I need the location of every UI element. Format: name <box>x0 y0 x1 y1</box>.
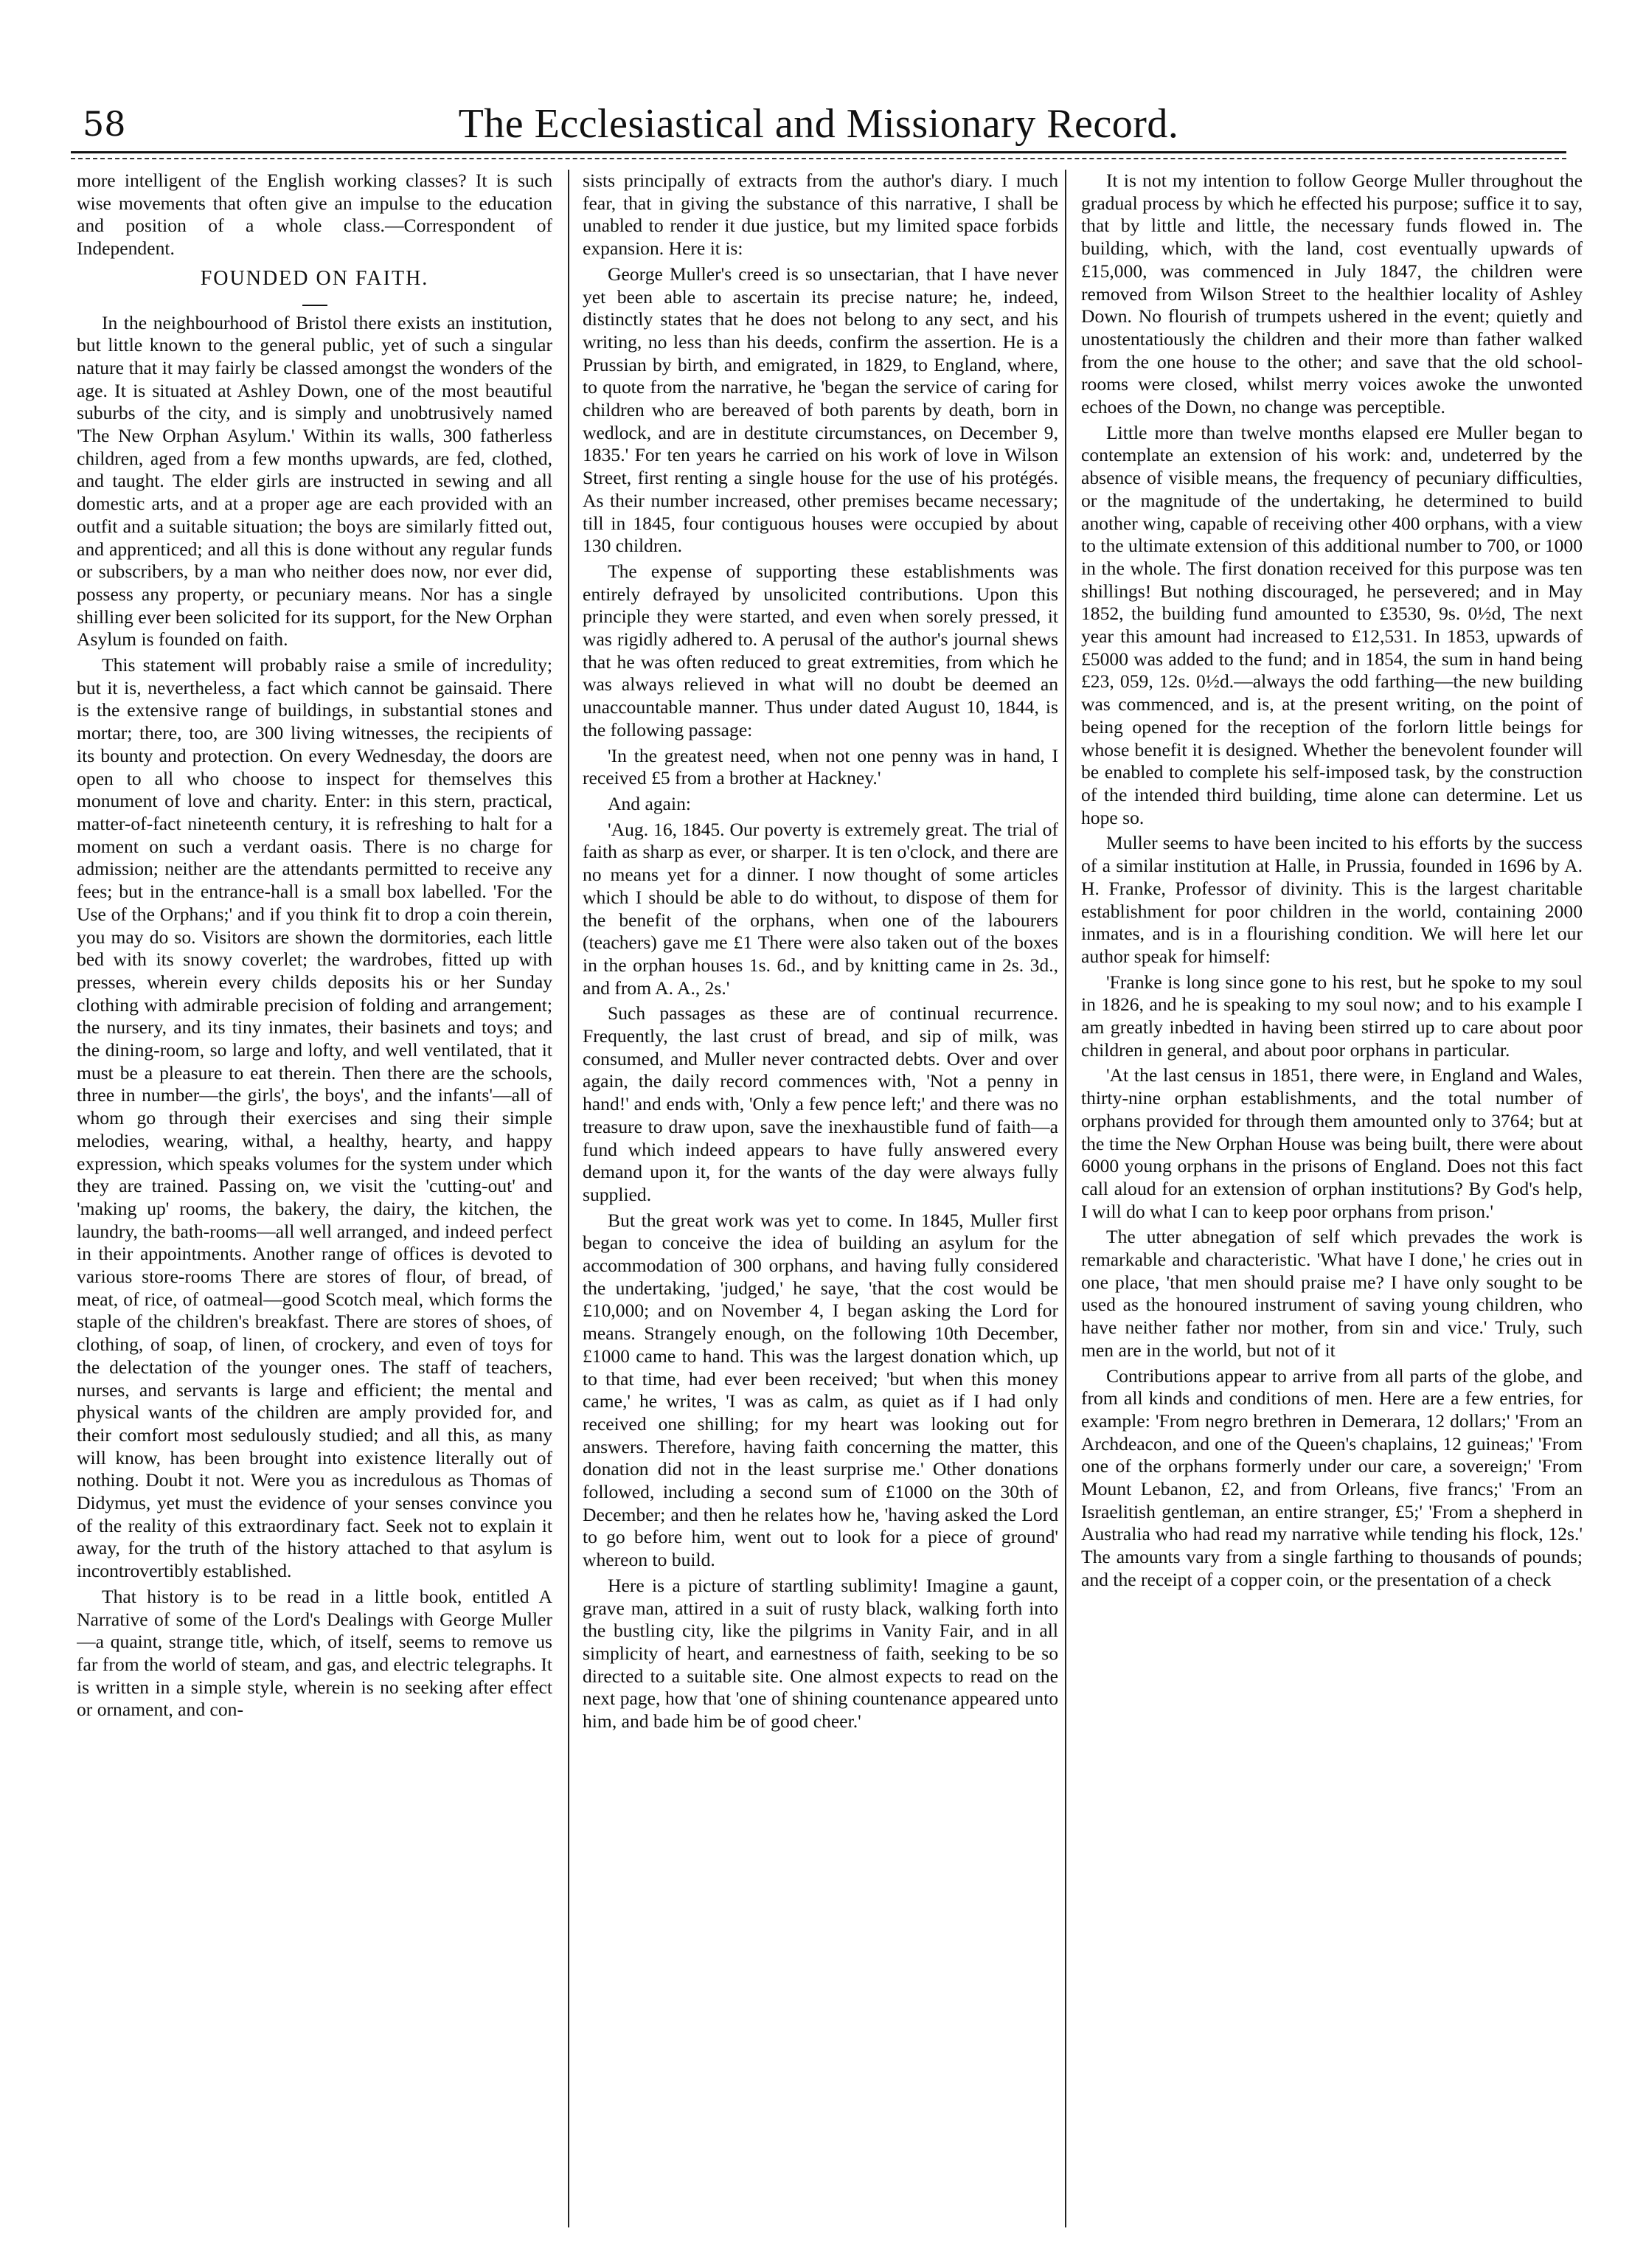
paragraph: Contributions appear to arrive from all parts of the globe, and from all kinds and conditions of men. Here are a few entries, for example: 'From negro brethren in Demerara, 12 dollars;' 'From an Archdeacon, and one of the Queen's chaplains, 12 guineas;' 'From one of the orphans formerly under our care, a sovereign;' 'From Mount Lebanon, £2, and from Orleans, five francs;' 'From an Israelitish gentleman, an entire stranger, £5;' 'From a shepherd in Australia who had read my narrative while tending his flock, 12s.' The amounts vary from a single farthing to thousands of pounds; and the receipt of a copper coin, or the presentation of a check <box>1081 1364 1583 1590</box>
article-heading: FOUNDED ON FAITH. <box>200 266 429 290</box>
paragraph: It is not my intention to follow George Muller throughout the gradual process by which he effected his purpose; suffice it to say, that by little and little, the necessary funds flowed in. The building, which, with the land, cost eventually upwards of £15,000, was commenced in July 1847, the children were removed from Wilson Street to the healthier locality of Ashley Down. No flourish of trumpets ushered in the event; quietly and unostentatiously the children and their more than father walked from the one house to the other; and save that the old school-rooms were closed, whilst merry voices awoke the unwonted echoes of the Down, no change was perceptible. <box>1081 170 1583 418</box>
paragraph: 'In the greatest need, when not one penny was in hand, I received £5 from a brother at Hackney.' <box>583 744 1058 789</box>
paragraph: Little more than twelve months elapsed ere Muller began to contemplate an extension of his work: and, undeterred by the absence of visible means, the frequency of pecuniary difficulties, or the magnitude of the undertaking, he determined to build another wing, capable of receiving other 400 orphans, with a view to the ultimate extension of this additional number to 700, or 1000 in the whole. The first donation received for this purpose was ten shillings! But nothing discouraged, he persevered; and in May 1852, the building fund amounted to £3530, 9s. 0½d, The next year this amount had increased to £12,531. In 1853, upwards of £5000 was added to the fund; and in 1854, the sum in hand being £23, 059, 12s. 0½d.—always the odd farthing—the new building was commenced, and is, at the present writing, on the point of being opened for the reception of the forlorn little beings for whose benefit it is designed. Whether the benevolent founder will be enabled to complete his self-imposed task, by the construction of the intended third building, time alone can determine. Let us hope so. <box>1081 421 1583 828</box>
column-1 <box>77 170 552 2227</box>
column-divider <box>568 170 569 2227</box>
paragraph: In the neighbourhood of Bristol there exists an institution, but little known to the general public, yet of such a singular nature that it may fairly be classed amongst the wonders of the age. It is situated at Ashley Down, one of the most beautiful suburbs of the city, and is simply and unobtrusively named 'The New Orphan Asylum.' Within its walls, 300 fatherless children, aged from a few months upwards, are fed, clothed, and taught. The elder girls are instructed in sewing and all domestic arts, and at a proper age are each provided with an outfit and a suitable situation; the boys are similarly fitted out, and apprenticed; and all this is done without any regular funds or subscribers, by a man who neither does now, nor ever did, possess any property, or pecuniary means. Nor has a single shilling ever been solicited for its support, for the New Orphan Asylum is founded on faith. <box>77 311 552 651</box>
paragraph: The utter abnegation of self which prevades the work is remarkable and characteristic. 'What have I done,' he cries out in one place, 'that men should praise me? I have only sought to be used as the honoured instrument of saving young children, who have neither father nor mother, from sin and vice.' Truly, such men are in the world, but not of it <box>1081 1226 1583 1361</box>
paragraph: 'Aug. 16, 1845. Our poverty is extremely great. The trial of faith as sharp as ever, or sharper. It is ten o'clock, and there are no means yet for a dinner. I now thought of some articles which I should be able to do without, to dispose of them for the benefit of the orphans, when one of the labourers (teachers) gave me £1 There were also taken out of the boxes in the orphan houses 1s. 6d., and by knitting came in 2s. 3d., and from A. A., 2s.' <box>583 818 1058 999</box>
paragraph: This statement will probably raise a smile of incredulity; but it is, nevertheless, a fact which cannot be gainsaid. There is the extensive range of buildings, in substantial stones and mortar; there, too, are 300 living witnesses, the recipients of its bounty and protection. On every Wednesday, the doors are open to all who choose to inspect for themselves this monument of love and charity. Enter: in this stern, practical, matter-of-fact nineteenth century, it is refreshing to halt for a moment on such a verdant oasis. There is no charge for admission; neither are the attendants permitted to receive any fees; but in the entrance-hall is a small box labelled. 'For the Use of the Orphans;' and if you think fit to drop a coin therein, you may do so. Visitors are shown the dormitories, each little bed with its snowy coverlet; the wardrobes, fitted up with presses, wherein every childs deposits his or her Sunday clothing with admirable precision of folding and arrangement; the nursery, and its tiny inmates, their basinets and toys; and the dining-room, so large and lofty, and well ventilated, that it must be a pleasure to eat therein. Then there are the schools, three in number—the girls', the boys', and the infants'—all of whom go through their exercises and sing their simple melodies, wearing, withal, a healthy, hearty, and happy expression, which speaks volumes for the system under which they are trained. Passing on, we visit the 'cutting-out' and 'making up' rooms, the bakery, the dairy, the kitchen, the laundry, the bath-rooms—all well arranged, and indeed perfect in their appointments. Another range of offices is devoted to various store-rooms There are stores of flour, of bread, of meat, of rice, of oatmeal—good Scotch meal, which forms the staple of the children's breakfast. There are stores of shoes, of clothing, of soap, of linen, of crockery, and even of toys for the delectation of the younger ones. The staff of teachers, nurses, and servants is large and efficient; the mental and physical wants of the children are amply provided for, and their comfort most sedulously studied; and all this, as many will know, has been brought into existence literally out of nothing. Doubt it not. Were you as incredulous as Thomas of Didymus, yet must the evidence of your senses convince you of the reality of this extraordinary fact. Seek not to explain it away, for the truth of the history attached to that asylum is incontrovertibly established. <box>77 654 552 1582</box>
page-header <box>71 102 1566 153</box>
column-2 <box>583 170 1058 2227</box>
paragraph: 'At the last census in 1851, there were, in England and Wales, thirty-nine orphan establishments, and the total number of orphans provided for through them amounted only to 3764; but at the time the New Orphan House was being built, there were about 6000 young orphans in the prisons of England. Does not this fact call aloud for an extension of orphan institutions? By God's help, I will do what I can to keep poor orphans from prison.' <box>1081 1064 1583 1222</box>
paragraph: That history is to be read in a little book, entitled A Narrative of some of the Lord's Dealings with George Muller—a quaint, strange title, which, of itself, seems to remove us far from the world of steam, and gas, and electric telegraphs. It is written in a simple style, wherein is no seeking after effect or ornament, and con- <box>77 1585 552 1721</box>
journal-title: The Ecclesiastical and Missionary Record. <box>458 101 1179 147</box>
header-rule-dashed <box>71 158 1566 159</box>
paragraph: Here is a picture of startling sublimity! Imagine a gaunt, grave man, attired in a suit of rusty black, walking forth into the bustling city, like the pilgrims in Vanity Fair, and in all simplicity of heart, and earnestness of faith, seeking to be so directed to a suitable site. One almost expects to read on the next page, how that 'one of shining countenance appeared unto him, and bade him be of good cheer.' <box>583 1574 1058 1733</box>
paragraph: 'Franke is long since gone to his rest, but he spoke to my soul in 1826, and he is speaking to my soul now; and to his example I am greatly inbedted in having been stirred up to care about poor children in general, and about poor orphans in particular. <box>1081 971 1583 1061</box>
paragraph: And again: <box>608 792 692 814</box>
paragraph: But the great work was yet to come. In 1845, Muller first began to conceive the idea of building an asylum for the accommodation of 300 orphans, and having fully considered the undertaking, 'judged,' he saye, 'that the cost would be £10,000; and on November 4, I began asking the Lord for means. Strangely enough, on the following 10th December, £1000 came to hand. This was the largest donation which, up to that time, had ever been received; 'but when this money came,' he writes, 'I was as calm, as quiet as if I had only received one shilling; for my heart was looking out for answers. Therefore, having faith concerning the matter, this donation did not in the least surprise me.' Other donations followed, including a second sum of £1000 on the 30th of December; and then he relates how he, 'having asked the Lord to go before him, went out to look for a piece of ground' whereon to build. <box>583 1209 1058 1571</box>
paragraph: sists principally of extracts from the author's diary. I much fear, that in giving the substance of this narrative, I shall be unabled to render it due justice, but my limited space forbids expansion. Here it is: <box>583 170 1058 260</box>
paragraph: The expense of supporting these establishments was entirely defrayed by unsolicited contributions. Upon this principle they were started, and even when sorely pressed, it was rigidly adhered to. A perusal of the author's journal shews that he was often reduced to great extremities, from which he was always relieved in what will no doubt be deemed an unaccountable manner. Thus under dated August 10, 1844, is the following passage: <box>583 560 1058 741</box>
heading-dash <box>77 296 552 306</box>
header-rule <box>71 151 1566 153</box>
paragraph: George Muller's creed is so unsectarian, that I have never yet been able to ascertain its precise nature; he, indeed, distinctly states that he does not belong to any sect, and his writing, no less than his deeds, confirm the assertion. He is a Prussian by birth, and emigrated, in 1829, to England, where, to quote from the narrative, he 'began the service of caring for children who are bereaved of both parents by death, born in wedlock, and are in destitute circumstances, on December 9, 1835.' For ten years he carried on his work of love in Wilson Street, first renting a single house for the use of his protégés. As their number increased, other premises became necessary; till in 1845, four contiguous houses were occupied by about 130 children. <box>583 263 1058 557</box>
column-divider <box>1065 170 1066 2227</box>
page-number: 58 <box>83 104 126 144</box>
paragraph: Such passages as these are of continual recurrence. Frequently, the last crust of bread, and sip of milk, was consumed, and Muller never contracted debts. Over and over again, the daily record commences with, 'Not a penny in hand!' and ends with, 'Only a few pence left;' and there was no treasure to draw upon, save the inexhaustible fund of faith—a fund which indeed appears to have fully answered every demand upon it, for the wants of the day were always fully supplied. <box>583 1002 1058 1205</box>
paragraph: more intelligent of the English working classes? It is such wise movements that often give an impulse to the education and position of a whole class.—Correspondent of Independent. <box>77 170 552 260</box>
column-3 <box>1081 170 1583 2227</box>
paragraph: Muller seems to have been incited to his efforts by the success of a similar institution at Halle, in Prussia, founded in 1696 by A. H. Franke, Professor of divinity. This is the largest charitable establishment for poor children in the world, containing 2000 inmates, and is in a flourishing condition. We will here let our author speak for himself: <box>1081 832 1583 967</box>
